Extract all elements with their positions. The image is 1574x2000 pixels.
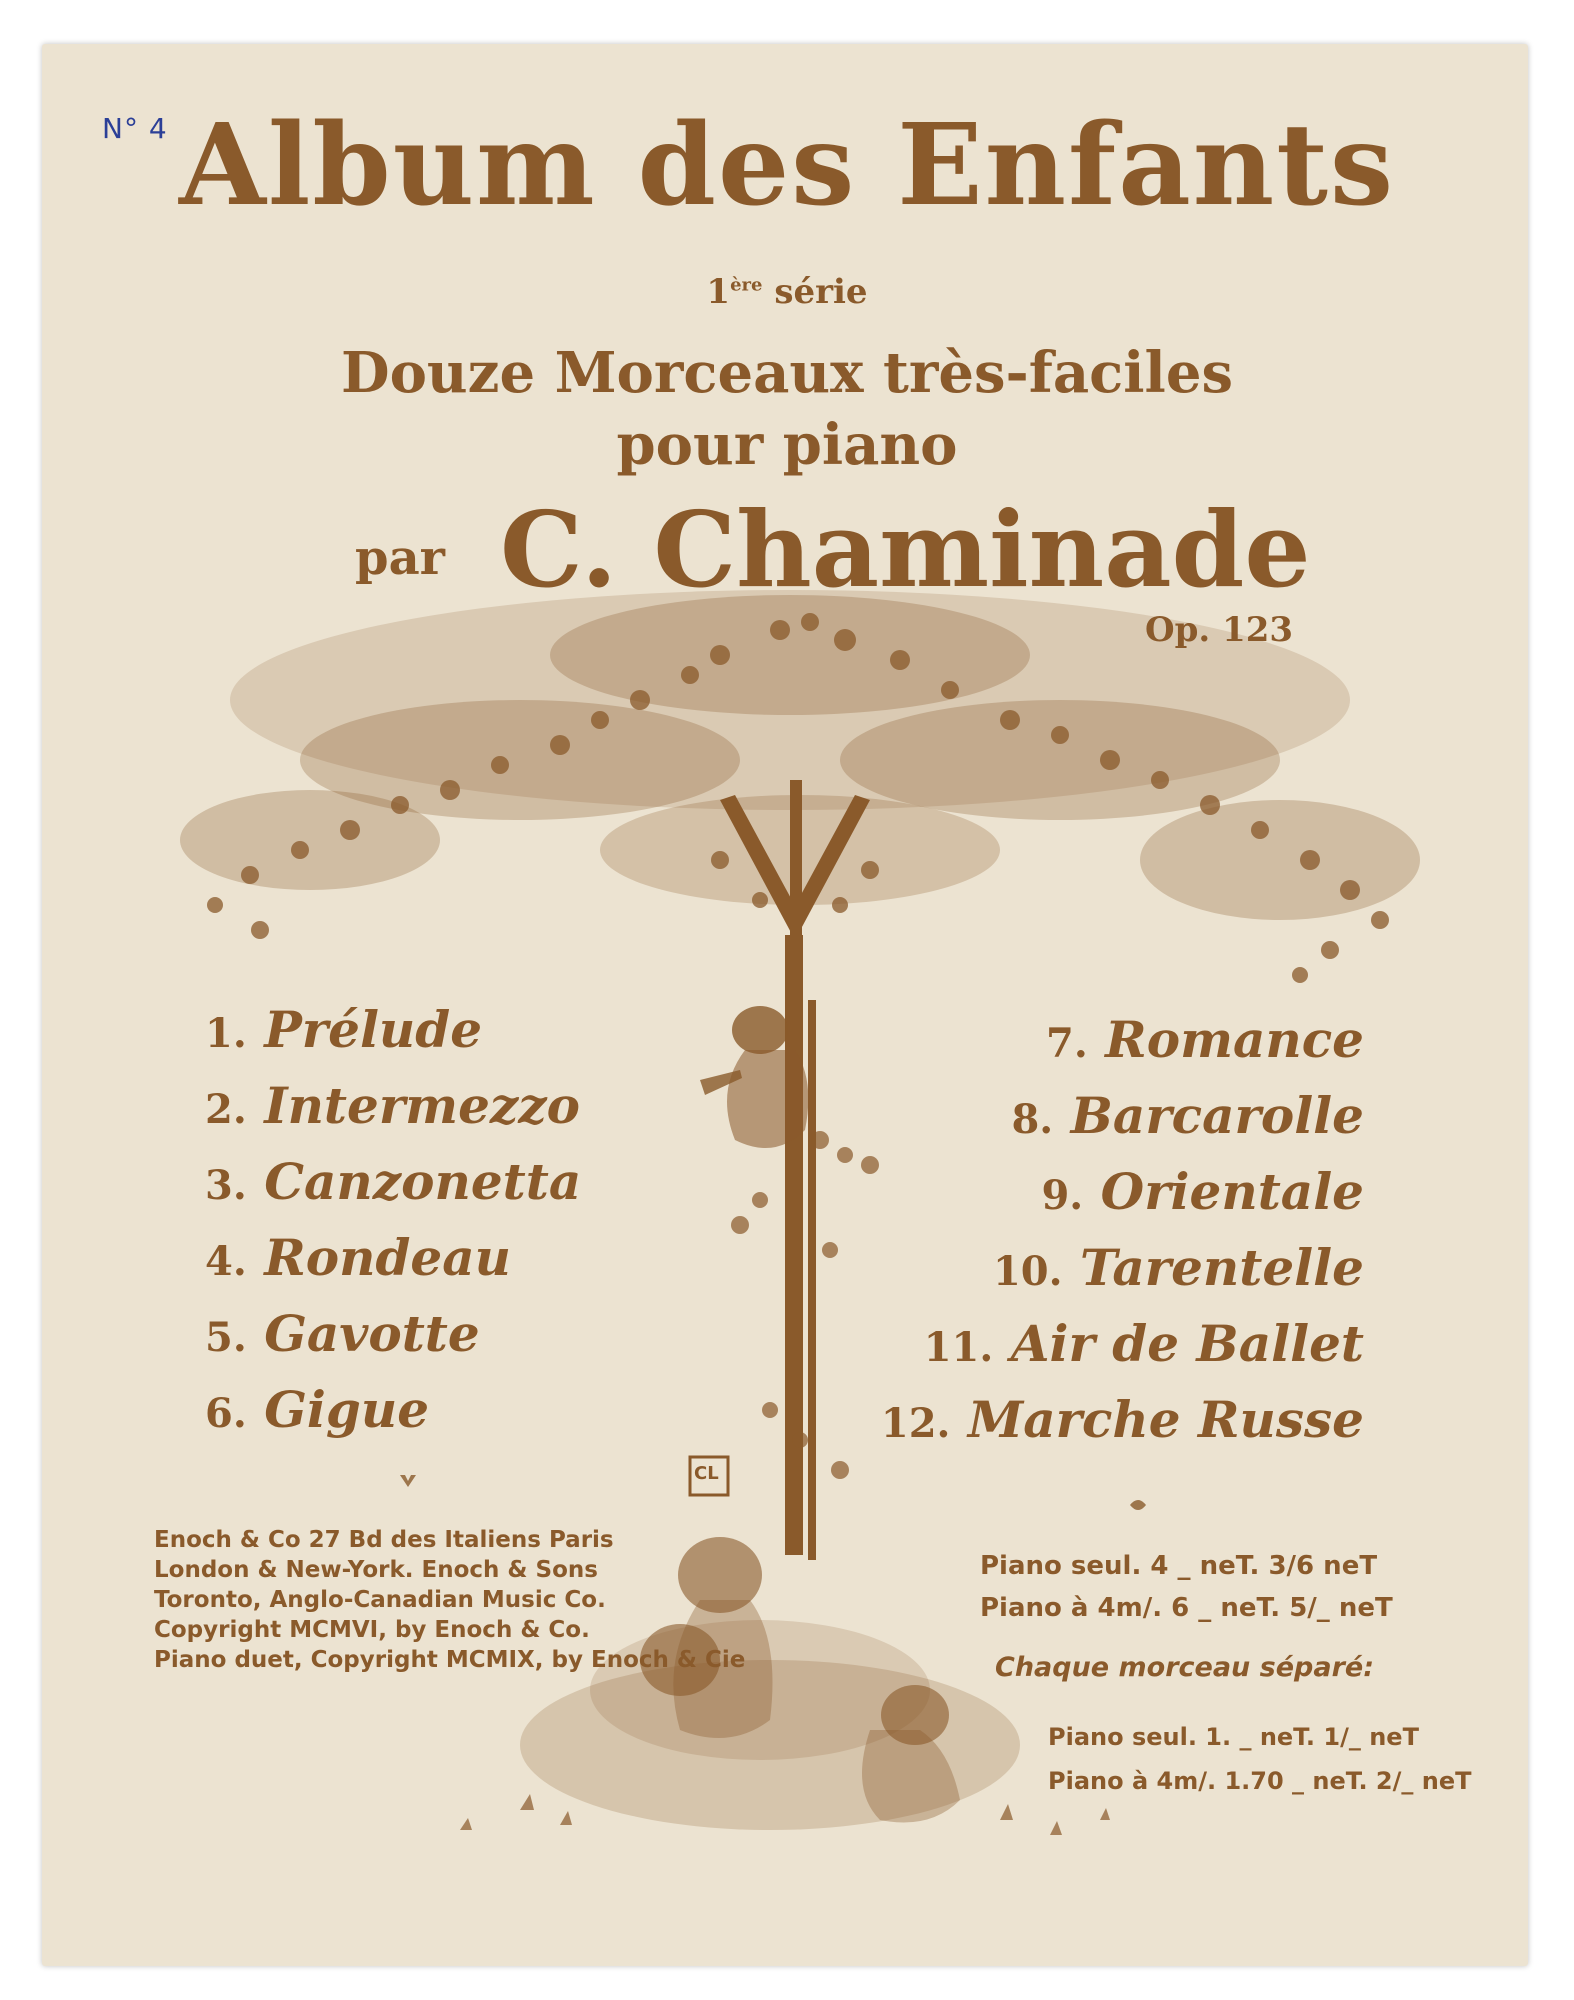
piece-item: [205, 1152, 581, 1211]
piece-item: [881, 1390, 1364, 1449]
piece-title: Tarentelle: [1079, 1238, 1364, 1297]
piece-item: [924, 1314, 1364, 1373]
publisher-line: London & New-York. Enoch & Sons: [154, 1557, 598, 1583]
price-duet: Piano à 4m/. 6 _ neT. 5/_ neT: [980, 1593, 1393, 1623]
separate-price-block: [1048, 1715, 1471, 1803]
piece-item: [1011, 1086, 1364, 1145]
piece-number: 9.: [1041, 1172, 1084, 1219]
publisher-line: Copyright MCMVI, by Enoch & Co.: [154, 1617, 590, 1643]
price-solo: Piano seul. 4 _ neT. 3/6 neT: [980, 1551, 1378, 1581]
separate-price-heading: Chaque morceau séparé:: [995, 1652, 1375, 1683]
by-label: par: [355, 530, 445, 586]
piece-item: [205, 1304, 480, 1363]
piece-number: 12.: [880, 1400, 951, 1447]
piece-item: [205, 1228, 511, 1287]
piece-title: Barcarolle: [1070, 1086, 1364, 1145]
piece-item: [1041, 1162, 1364, 1221]
series-label: [0, 272, 1574, 312]
publisher-block: [154, 1525, 745, 1675]
piece-item: [205, 1380, 429, 1439]
composer-name: C. Chaminade: [500, 488, 1311, 611]
piece-item: [993, 1238, 1364, 1297]
piece-number: 1.: [205, 1010, 247, 1057]
separate-price-duet: Piano à 4m/. 1.70 _ neT. 2/_ neT: [1048, 1767, 1472, 1795]
piece-item: [205, 1000, 482, 1059]
piece-title: Gavotte: [264, 1304, 480, 1363]
series-ordinal-suffix: ère: [730, 274, 763, 296]
publisher-line: Toronto, Anglo-Canadian Music Co.: [154, 1587, 606, 1613]
price-block: [980, 1545, 1393, 1629]
subtitle-line-2: pour piano: [616, 412, 958, 478]
catalog-number-stamp: N° 4: [102, 112, 168, 145]
piece-title: Marche Russe: [967, 1390, 1364, 1449]
piece-title: Orientale: [1100, 1162, 1364, 1221]
artist-monogram: CL: [694, 1463, 719, 1484]
piece-number: 4.: [205, 1238, 247, 1285]
subtitle-line-1: Douze Morceaux très-faciles: [341, 340, 1233, 406]
piece-number: 8.: [1011, 1096, 1054, 1143]
album-title: Album des Enfants: [178, 100, 1396, 231]
opus-number: Op. 123: [1145, 610, 1294, 650]
separate-price-solo: Piano seul. 1. _ neT. 1/_ neT: [1048, 1723, 1419, 1751]
piece-number: 3.: [205, 1162, 247, 1209]
series-word: série: [774, 272, 868, 312]
piece-title: Air de Ballet: [1010, 1314, 1364, 1373]
piece-title: Canzonetta: [264, 1152, 582, 1211]
piece-item: [205, 1076, 580, 1135]
piece-title: Intermezzo: [264, 1076, 581, 1135]
piece-number: 6.: [205, 1390, 247, 1437]
piece-number: 2.: [205, 1086, 247, 1133]
piece-item: [1046, 1010, 1364, 1069]
publisher-line: Enoch & Co 27 Bd des Italiens Paris: [154, 1527, 614, 1553]
piece-number: 5.: [205, 1314, 247, 1361]
piece-title: Gigue: [264, 1380, 430, 1439]
piece-number: 11.: [923, 1324, 994, 1371]
publisher-line: Piano duet, Copyright MCMIX, by Enoch & Cie: [154, 1647, 746, 1673]
piece-number: 10.: [992, 1248, 1063, 1295]
piece-title: Rondeau: [264, 1228, 511, 1287]
series-ordinal: 1: [706, 272, 731, 312]
piece-title: Romance: [1105, 1010, 1364, 1069]
piece-title: Prélude: [264, 1000, 483, 1059]
piece-number: 7.: [1045, 1020, 1088, 1067]
